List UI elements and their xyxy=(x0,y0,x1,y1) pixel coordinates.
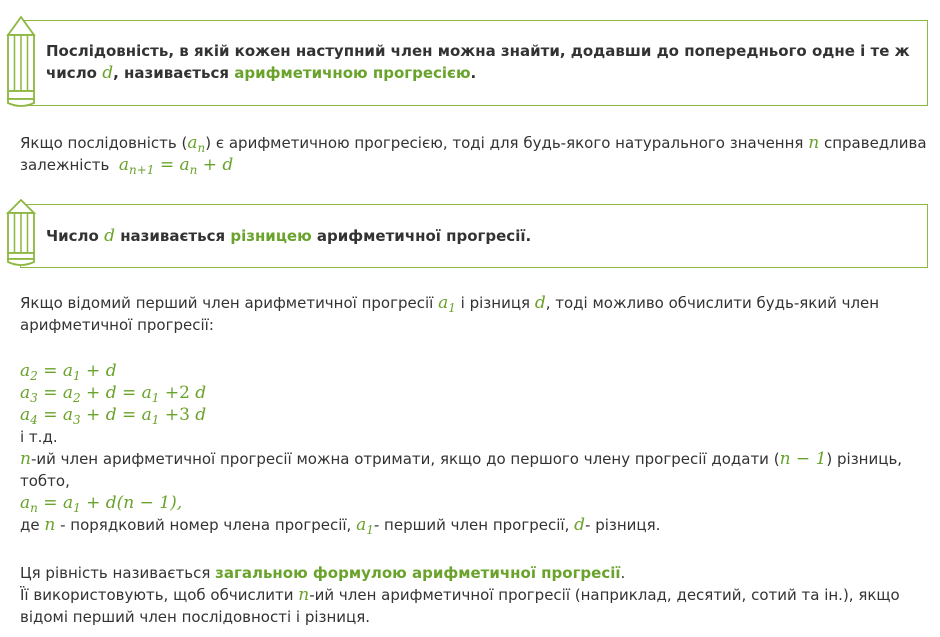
math-an: $a_n$ xyxy=(187,133,206,155)
definition-line-2: число d, називається арифметичною прогресією. xyxy=(46,63,477,83)
formula-recurrence: $a_{n+1} = a_n + d$ xyxy=(118,155,234,177)
term-general-formula: загальною формулою арифметичної прогресії xyxy=(215,564,621,582)
etc-text: і т.д. xyxy=(20,428,58,446)
definition-box-difference xyxy=(20,204,928,268)
pencil-icon xyxy=(4,199,38,269)
term-difference: різницею xyxy=(230,227,312,245)
paragraph-recurrence: Якщо послідовність $(a_n)$ є арифметичною прогресією, тоді для будь-якого натурального значення n справедлива залежність $a_{n+1} = a_n + d$ xyxy=(20,133,927,177)
var-n: n xyxy=(808,133,820,153)
pencil-icon xyxy=(4,15,38,109)
definition-line-1: Послідовність, в якій кожен наступний член можна знайти, додавши до попереднього одне і те ж xyxy=(46,42,910,60)
difference-definition-text: Число d називається різницею арифметичної прогресії. xyxy=(46,226,532,246)
formula-a2: $a_2 = a_1 + d$ xyxy=(20,361,117,383)
term-arithmetic-progression: арифметичною прогресією xyxy=(234,64,471,82)
legend-sentence: де n - порядковий номер члена прогресії, $a_1-$ перший член прогресії, d- різниця. xyxy=(20,515,661,537)
formula-block: $a_2 = a_1 + d$ $a_3 = a_2 + d = a_1 +2$ d $a_4 = a_3 + d = a_1 +3$ d і т.д. n-ий член арифметичної прогресії можна отримати, якщо до першого члену прогресії додати (n − 1) різниць, тобто, $a_n = a_1 + d(n - 1)$, де n - порядковий номер члена прогресії, $a_1-$ перший член прогресії, d- різниця. xyxy=(20,360,930,536)
formula-a3: $a_3 = a_2 + d = a_1 +2$ d xyxy=(20,383,207,405)
definition-text xyxy=(46,40,910,84)
formula-a4: $a_4 = a_3 + d = a_1 +3$ d xyxy=(20,405,207,427)
nth-term-sentence: n-ий член арифметичної прогресії можна отримати, якщо до першого члену прогресії додати (n − 1) різниць, xyxy=(20,449,903,469)
math-a1: $a_1$ xyxy=(438,293,456,315)
paragraph-general-formula: Ця рівність називається загальною формулою арифметичної прогресії. Її використовують, щоб обчислити n-ий член арифметичної прогресії (наприклад, десятий, сотий та ін.), якщо відомі перший член послідовності і різниця. xyxy=(20,564,900,626)
var-d: d xyxy=(102,63,114,83)
var-d: d xyxy=(534,293,546,313)
general-formula: $a_n = a_1 + d(n - 1)$, xyxy=(20,493,183,515)
paragraph-first-term: Якщо відомий перший член арифметичної прогресії $a_1$ і різниця d, тоді можливо обчислити будь-який член арифметичної прогресії: xyxy=(20,293,880,334)
definition-box-progression xyxy=(20,20,928,106)
var-d: d xyxy=(104,226,115,246)
